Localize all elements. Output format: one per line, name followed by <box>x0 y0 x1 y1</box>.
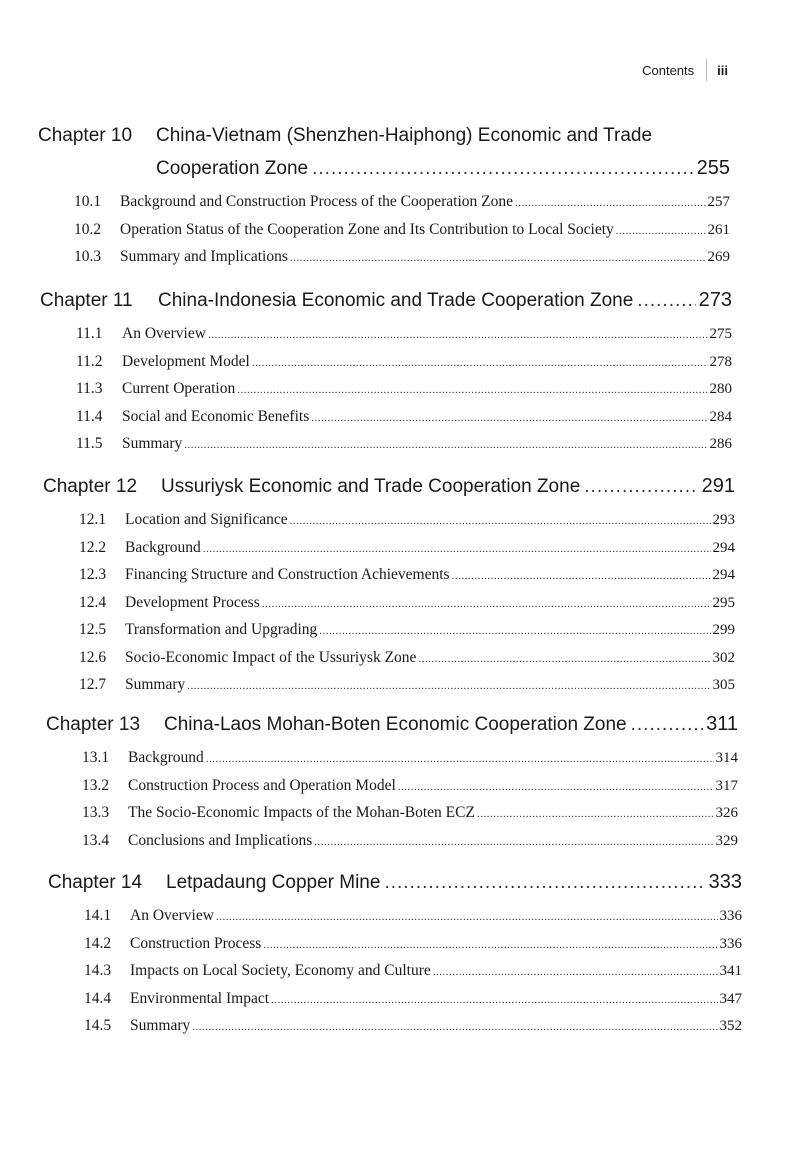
section-title: Background <box>125 538 201 556</box>
chapter-heading[interactable] <box>48 866 742 899</box>
section-number: 10.3 <box>74 248 102 265</box>
section-page: 329 <box>715 832 738 849</box>
section-title: Summary <box>125 676 186 693</box>
section-number: 13.2 <box>82 776 110 794</box>
dot-leader <box>208 322 708 349</box>
section-page: 286 <box>709 436 732 452</box>
chapter-11 <box>40 284 732 459</box>
section-title: An Overview <box>130 907 214 924</box>
section-number: 11.2 <box>76 352 103 370</box>
section-entry[interactable] <box>76 349 732 377</box>
chapter-number: Chapter 11 <box>40 290 133 311</box>
section-page: 293 <box>712 512 735 528</box>
section-number: 14.4 <box>84 989 112 1007</box>
section-title: Impacts on Local Society, Economy and Culture <box>130 962 431 979</box>
chapter-heading[interactable] <box>40 284 732 317</box>
section-list <box>48 903 742 1041</box>
section-title: An Overview <box>122 325 206 342</box>
section-entry[interactable] <box>79 507 735 535</box>
section-number: 14.2 <box>84 934 112 952</box>
dot-leader <box>203 536 711 563</box>
section-page: 314 <box>715 750 738 766</box>
section-title: Summary and Implications <box>120 248 288 265</box>
section-entry[interactable] <box>76 321 732 349</box>
section-page: 257 <box>707 194 730 210</box>
section-page: 347 <box>719 990 742 1007</box>
section-page: 294 <box>712 539 735 556</box>
chapter-title: China-Laos Mohan-Boten Economic Cooperation Zone <box>164 714 627 735</box>
dot-leader <box>515 190 705 217</box>
section-entry[interactable] <box>74 217 730 245</box>
chapter-page: 333 <box>708 871 742 893</box>
section-entry[interactable] <box>84 958 742 986</box>
running-header <box>642 58 728 82</box>
section-number: 14.1 <box>84 907 112 924</box>
dot-leader <box>314 829 713 856</box>
section-title: Development Process <box>125 593 260 611</box>
section-title: Development Model <box>122 352 250 370</box>
section-entry[interactable] <box>84 903 742 931</box>
section-page: 305 <box>712 677 735 693</box>
dot-leader <box>398 774 714 801</box>
section-entry[interactable] <box>79 562 735 590</box>
section-title: Financing Structure and Construction Achievements <box>125 566 450 583</box>
section-number: 12.6 <box>79 648 107 666</box>
section-number: 13.3 <box>82 804 110 821</box>
section-number: 10.1 <box>74 193 102 210</box>
dot-leader <box>252 350 708 377</box>
section-title: Socio-Economic Impact of the Ussuriysk Zone <box>125 648 417 666</box>
section-number: 12.5 <box>79 621 107 638</box>
chapter-heading[interactable] <box>46 708 738 741</box>
section-number: 11.1 <box>76 325 103 342</box>
section-entry[interactable] <box>79 535 735 563</box>
dot-leader <box>216 904 718 931</box>
section-title: Summary <box>122 435 183 452</box>
header-label: Contents <box>642 62 695 78</box>
section-title: Transformation and Upgrading <box>125 621 318 638</box>
section-number: 10.2 <box>74 220 102 238</box>
chapter-title-line-2: Cooperation Zone <box>156 158 309 179</box>
chapter-14 <box>48 866 742 1041</box>
chapter-page: 311 <box>706 713 738 735</box>
section-entry[interactable] <box>79 590 735 618</box>
dot-leader <box>311 405 707 432</box>
dot-leader <box>384 867 705 899</box>
section-page: 302 <box>712 649 735 666</box>
section-title: The Socio-Economic Impacts of the Mohan-Boten ECZ <box>128 804 475 821</box>
section-page: 294 <box>712 567 735 583</box>
dot-leader <box>312 153 694 185</box>
section-entry[interactable] <box>82 745 738 773</box>
section-page: 326 <box>715 805 738 821</box>
section-entry[interactable] <box>76 431 732 459</box>
section-number: 14.5 <box>84 1017 112 1034</box>
section-entry[interactable] <box>74 189 730 217</box>
chapter-12 <box>43 470 735 700</box>
chapter-page: 273 <box>698 289 732 311</box>
dot-leader <box>184 432 707 459</box>
dot-leader <box>319 618 710 645</box>
section-entry[interactable] <box>79 672 735 700</box>
section-page: 275 <box>709 326 732 342</box>
section-title: Background and Construction Process of the Cooperation Zone <box>120 193 514 210</box>
section-title: Social and Economic Benefits <box>122 407 310 425</box>
section-page: 278 <box>709 353 732 370</box>
section-title: Construction Process <box>130 934 262 952</box>
dot-leader <box>237 377 707 404</box>
dot-leader <box>631 709 704 741</box>
section-number: 12.3 <box>79 566 107 583</box>
chapter-title: Letpadaung Copper Mine <box>166 872 381 893</box>
section-list <box>38 189 730 272</box>
chapter-number: Chapter 12 <box>43 476 138 497</box>
chapter-title: Ussuriysk Economic and Trade Cooperation Zone <box>161 476 581 497</box>
section-page: 295 <box>712 594 735 611</box>
section-page: 299 <box>712 622 735 638</box>
section-entry[interactable] <box>79 645 735 673</box>
section-page: 261 <box>707 221 730 238</box>
chapter-number: Chapter 14 <box>48 872 143 893</box>
chapter-number: Chapter 13 <box>46 714 141 735</box>
section-title: Background <box>128 749 204 766</box>
section-list <box>43 507 735 700</box>
section-entry[interactable] <box>79 617 735 645</box>
dot-leader <box>616 218 706 245</box>
section-number: 11.5 <box>76 435 103 452</box>
section-title: Environmental Impact <box>130 989 270 1007</box>
section-entry[interactable] <box>76 404 732 432</box>
dot-leader <box>262 591 711 618</box>
chapter-number: Chapter 10 <box>38 125 133 146</box>
dot-leader <box>290 245 706 272</box>
section-number: 12.1 <box>79 511 107 528</box>
section-number: 13.1 <box>82 749 110 766</box>
section-title: Location and Significance <box>125 511 288 528</box>
section-title: Operation Status of the Cooperation Zone and Its Contribution to Local Society <box>120 220 614 238</box>
chapter-title-line-1: China-Vietnam (Shenzhen-Haiphong) Economic and Trade <box>156 125 653 146</box>
chapter-13 <box>46 708 738 855</box>
section-number: 14.3 <box>84 962 112 979</box>
section-entry[interactable] <box>82 828 738 856</box>
dot-leader <box>452 563 711 590</box>
section-page: 269 <box>707 249 730 265</box>
section-page: 317 <box>715 777 738 794</box>
section-number: 12.7 <box>79 676 107 693</box>
chapter-heading[interactable] <box>43 470 735 503</box>
dot-leader <box>477 801 714 828</box>
section-number: 12.2 <box>79 538 107 556</box>
dot-leader <box>433 959 718 986</box>
section-number: 11.3 <box>76 380 103 397</box>
section-entry[interactable] <box>84 931 742 959</box>
section-page: 341 <box>719 963 742 979</box>
section-list <box>40 321 732 459</box>
header-divider <box>706 59 707 81</box>
section-number: 13.4 <box>82 831 110 849</box>
dot-leader <box>263 932 717 959</box>
section-entry[interactable] <box>84 1013 742 1041</box>
section-entry[interactable] <box>74 244 730 272</box>
dot-leader <box>290 508 711 535</box>
dot-leader <box>584 471 698 503</box>
section-entry[interactable] <box>82 800 738 828</box>
chapter-10 <box>38 120 730 272</box>
chapter-page: 255 <box>696 157 730 179</box>
section-title: Summary <box>130 1017 191 1034</box>
chapter-page: 291 <box>701 475 735 497</box>
section-page: 336 <box>719 908 742 924</box>
dot-leader <box>206 746 714 773</box>
section-number: 11.4 <box>76 407 103 425</box>
dot-leader <box>192 1014 717 1041</box>
header-page-number: iii <box>717 62 728 78</box>
dot-leader <box>271 987 717 1014</box>
section-page: 352 <box>719 1018 742 1034</box>
chapter-heading[interactable] <box>38 120 730 185</box>
section-number: 12.4 <box>79 593 107 611</box>
section-entry[interactable] <box>76 376 732 404</box>
section-title: Construction Process and Operation Model <box>128 776 396 794</box>
section-page: 284 <box>709 408 732 425</box>
section-list <box>46 745 738 855</box>
section-page: 280 <box>709 381 732 397</box>
section-title: Conclusions and Implications <box>128 831 313 849</box>
dot-leader <box>187 673 710 700</box>
dot-leader <box>637 285 695 317</box>
chapter-title: China-Indonesia Economic and Trade Cooperation Zone <box>158 290 634 311</box>
section-entry[interactable] <box>84 986 742 1014</box>
section-title: Current Operation <box>122 380 236 397</box>
section-page: 336 <box>719 935 742 952</box>
dot-leader <box>418 646 710 673</box>
section-entry[interactable] <box>82 773 738 801</box>
